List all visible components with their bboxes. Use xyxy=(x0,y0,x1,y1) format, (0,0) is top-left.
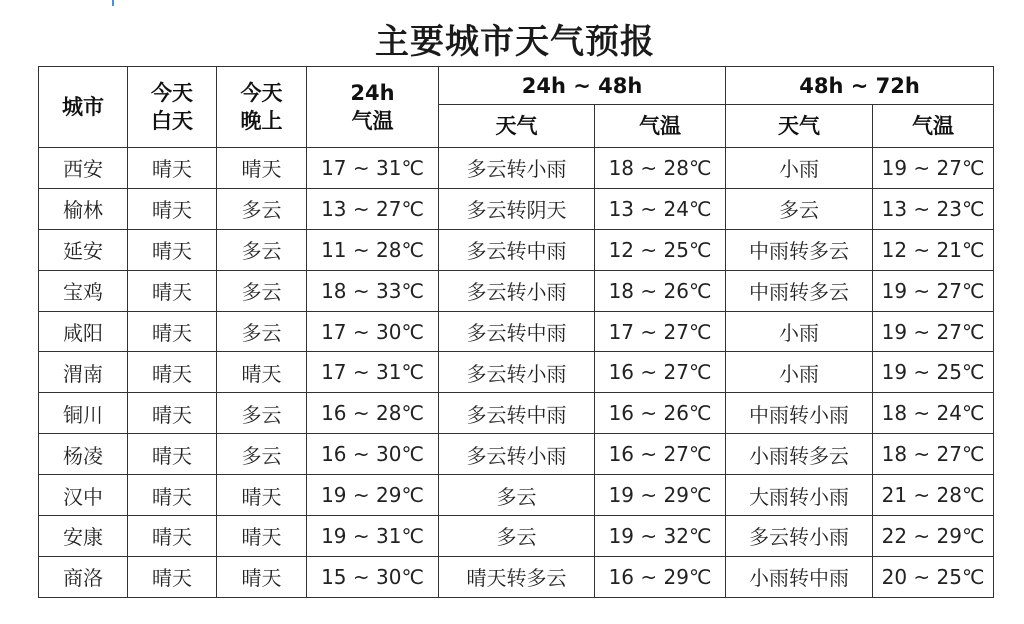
cell-temp-72h: 18 ~ 24℃ xyxy=(873,393,994,434)
cell-temp-72h: 22 ~ 29℃ xyxy=(873,516,994,557)
cell-today-day: 晴天 xyxy=(128,352,217,393)
table-row xyxy=(39,352,994,393)
cell-temp-72h: 12 ~ 21℃ xyxy=(873,229,994,270)
cell-today-day: 晴天 xyxy=(128,393,217,434)
cell-weather-72h: 中雨转小雨 xyxy=(726,393,873,434)
header-temperature-72: 气温 xyxy=(873,105,994,148)
table-row xyxy=(39,475,994,516)
cell-temp-48h: 16 ~ 27℃ xyxy=(595,352,726,393)
cell-weather-72h: 小雨 xyxy=(726,352,873,393)
cell-today-day: 晴天 xyxy=(128,475,217,516)
cell-today-night: 多云 xyxy=(217,188,307,229)
cell-weather-48h: 多云 xyxy=(439,475,595,516)
header-today-day-text: 今天 白天 xyxy=(151,81,193,133)
header-group-24-48: 24h ~ 48h xyxy=(439,67,726,105)
cell-today-day: 晴天 xyxy=(128,270,217,311)
cell-temp-48h: 16 ~ 29℃ xyxy=(595,556,726,597)
cell-temp-48h: 19 ~ 29℃ xyxy=(595,475,726,516)
cell-today-night: 多云 xyxy=(217,434,307,475)
cell-temp-72h: 13 ~ 23℃ xyxy=(873,188,994,229)
cell-today-day: 晴天 xyxy=(128,188,217,229)
cell-temp-48h: 18 ~ 28℃ xyxy=(595,148,726,189)
page-title: 主要城市天气预报 xyxy=(375,22,655,62)
cell-temp-72h: 20 ~ 25℃ xyxy=(873,556,994,597)
cell-city: 宝鸡 xyxy=(39,270,128,311)
cell-city: 安康 xyxy=(39,516,128,557)
cell-temp-24h: 13 ~ 27℃ xyxy=(307,188,439,229)
header-city: 城市 xyxy=(39,67,128,148)
table-row xyxy=(39,434,994,475)
cell-city: 铜川 xyxy=(39,393,128,434)
cell-temp-48h: 16 ~ 27℃ xyxy=(595,434,726,475)
cell-temp-48h: 12 ~ 25℃ xyxy=(595,229,726,270)
cell-today-day: 晴天 xyxy=(128,229,217,270)
cell-temp-72h: 19 ~ 27℃ xyxy=(873,148,994,189)
cell-weather-48h: 多云转阴天 xyxy=(439,188,595,229)
cell-today-night: 晴天 xyxy=(217,556,307,597)
cell-today-night: 晴天 xyxy=(217,148,307,189)
cell-temp-72h: 21 ~ 28℃ xyxy=(873,475,994,516)
cell-weather-72h: 小雨转中雨 xyxy=(726,556,873,597)
cell-weather-72h: 多云 xyxy=(726,188,873,229)
cell-temp-48h: 17 ~ 27℃ xyxy=(595,311,726,352)
table-row xyxy=(39,229,994,270)
cell-temp-72h: 19 ~ 27℃ xyxy=(873,270,994,311)
header-today-day-label xyxy=(151,81,193,133)
cell-today-night: 多云 xyxy=(217,393,307,434)
header-group-48-72: 48h ~ 72h xyxy=(726,67,994,105)
cell-weather-72h: 小雨转多云 xyxy=(726,434,873,475)
cell-weather-48h: 多云 xyxy=(439,516,595,557)
corner-accent-mark xyxy=(112,0,114,6)
cell-temp-48h: 18 ~ 26℃ xyxy=(595,270,726,311)
cell-today-night: 多云 xyxy=(217,270,307,311)
header-row-top xyxy=(39,67,994,105)
cell-temp-24h: 17 ~ 31℃ xyxy=(307,148,439,189)
cell-weather-72h: 小雨 xyxy=(726,311,873,352)
cell-weather-72h: 多云转小雨 xyxy=(726,516,873,557)
table-row xyxy=(39,516,994,557)
cell-weather-72h: 中雨转多云 xyxy=(726,229,873,270)
cell-today-night: 晴天 xyxy=(217,516,307,557)
header-today-night-text: 今天 晚上 xyxy=(240,81,283,133)
cell-today-day: 晴天 xyxy=(128,434,217,475)
table-header xyxy=(39,67,994,148)
cell-weather-48h: 多云转小雨 xyxy=(439,434,595,475)
cell-weather-48h: 多云转中雨 xyxy=(439,393,595,434)
table-row xyxy=(39,270,994,311)
cell-weather-72h: 大雨转小雨 xyxy=(726,475,873,516)
cell-weather-48h: 多云转小雨 xyxy=(439,270,595,311)
cell-temp-24h: 19 ~ 29℃ xyxy=(307,475,439,516)
cell-weather-48h: 多云转中雨 xyxy=(439,229,595,270)
header-weather-72: 天气 xyxy=(726,105,873,148)
cell-temp-24h: 18 ~ 33℃ xyxy=(307,270,439,311)
header-today-day xyxy=(128,67,217,148)
table-row xyxy=(39,188,994,229)
cell-temp-24h: 19 ~ 31℃ xyxy=(307,516,439,557)
forecast-table xyxy=(38,66,994,598)
cell-temp-24h: 16 ~ 28℃ xyxy=(307,393,439,434)
cell-city: 西安 xyxy=(39,148,128,189)
cell-today-night: 多云 xyxy=(217,229,307,270)
cell-temp-24h: 17 ~ 31℃ xyxy=(307,352,439,393)
table-row xyxy=(39,556,994,597)
header-temp-24h-text: 24h 气温 xyxy=(350,81,395,133)
cell-temp-72h: 18 ~ 27℃ xyxy=(873,434,994,475)
cell-city: 商洛 xyxy=(39,556,128,597)
cell-weather-48h: 多云转小雨 xyxy=(439,148,595,189)
table-row xyxy=(39,148,994,189)
table-row xyxy=(39,393,994,434)
cell-weather-72h: 小雨 xyxy=(726,148,873,189)
header-weather-48: 天气 xyxy=(439,105,595,148)
cell-today-day: 晴天 xyxy=(128,148,217,189)
cell-city: 咸阳 xyxy=(39,311,128,352)
cell-city: 延安 xyxy=(39,229,128,270)
cell-temp-72h: 19 ~ 27℃ xyxy=(873,311,994,352)
cell-temp-72h: 19 ~ 25℃ xyxy=(873,352,994,393)
cell-weather-72h: 中雨转多云 xyxy=(726,270,873,311)
cell-today-night: 晴天 xyxy=(217,352,307,393)
header-today-night xyxy=(217,67,307,148)
cell-temp-24h: 11 ~ 28℃ xyxy=(307,229,439,270)
cell-temp-48h: 16 ~ 26℃ xyxy=(595,393,726,434)
cell-city: 渭南 xyxy=(39,352,128,393)
cell-weather-48h: 多云转中雨 xyxy=(439,311,595,352)
table-body xyxy=(39,148,994,598)
cell-temp-48h: 13 ~ 24℃ xyxy=(595,188,726,229)
header-temp-24h xyxy=(307,67,439,148)
cell-temp-24h: 15 ~ 30℃ xyxy=(307,556,439,597)
cell-today-day: 晴天 xyxy=(128,311,217,352)
cell-city: 汉中 xyxy=(39,475,128,516)
cell-today-night: 多云 xyxy=(217,311,307,352)
header-temperature-48: 气温 xyxy=(595,105,726,148)
cell-city: 榆林 xyxy=(39,188,128,229)
cell-city: 杨凌 xyxy=(39,434,128,475)
cell-today-day: 晴天 xyxy=(128,556,217,597)
cell-weather-48h: 晴天转多云 xyxy=(439,556,595,597)
cell-temp-48h: 19 ~ 32℃ xyxy=(595,516,726,557)
table-row xyxy=(39,311,994,352)
cell-today-night: 晴天 xyxy=(217,475,307,516)
cell-temp-24h: 16 ~ 30℃ xyxy=(307,434,439,475)
cell-temp-24h: 17 ~ 30℃ xyxy=(307,311,439,352)
cell-today-day: 晴天 xyxy=(128,516,217,557)
cell-weather-48h: 多云转小雨 xyxy=(439,352,595,393)
